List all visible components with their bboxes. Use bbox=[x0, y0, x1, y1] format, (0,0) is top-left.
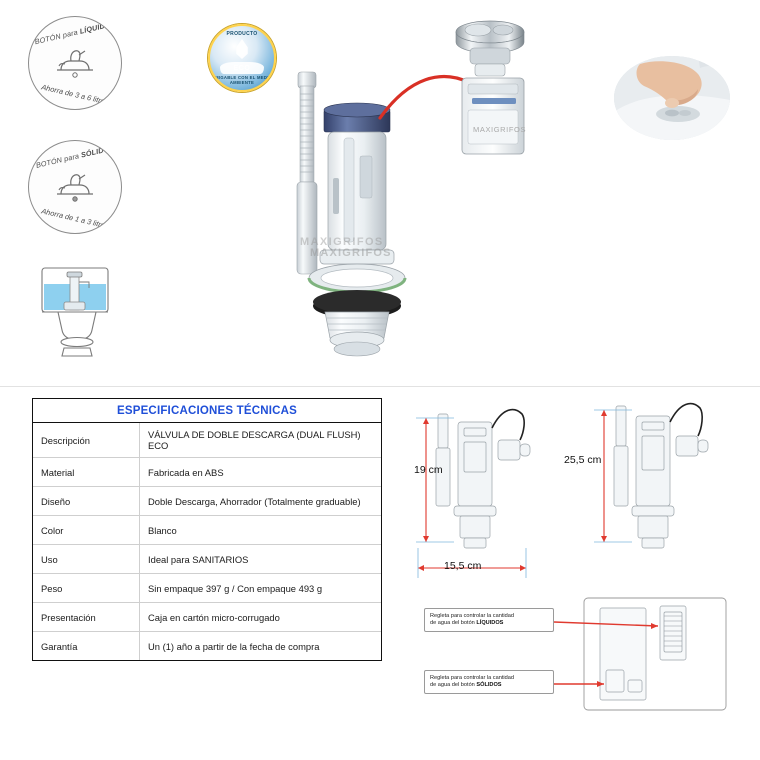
section-divider bbox=[0, 386, 760, 387]
eco-seal bbox=[208, 24, 276, 92]
callout-solids bbox=[424, 670, 554, 694]
callout-solids-line2-prefix: de agua del botón bbox=[430, 681, 477, 688]
spec-key: Garantía bbox=[33, 632, 140, 661]
spec-value: Caja en cartón micro-corrugado bbox=[140, 603, 382, 632]
table-row bbox=[33, 574, 381, 603]
badge-liquids bbox=[28, 16, 122, 110]
table-row bbox=[33, 632, 381, 661]
badge-liquids-top-prefix: BOTÓN para bbox=[33, 27, 81, 47]
spec-key: Color bbox=[33, 516, 140, 545]
spec-key: Peso bbox=[33, 574, 140, 603]
spec-value: Doble Descarga, Ahorrador (Totalmente graduable) bbox=[140, 487, 382, 516]
toilet-tank-cutaway-diagram bbox=[34, 262, 120, 362]
eco-seal-mid-text: ECO bbox=[233, 65, 251, 72]
dimension-height-max-label: 25,5 cm bbox=[564, 454, 602, 466]
eco-seal-bottom-text: AMIGABLE CON EL MEDIO AMBIENTE bbox=[211, 75, 273, 85]
spec-value: Un (1) año a partir de la fecha de compra bbox=[140, 632, 382, 661]
callout-solids-line2-strong: SÓLIDOS bbox=[476, 681, 502, 688]
badge-solids-top-strong: SÓLIDOS bbox=[80, 143, 115, 160]
spec-key: Material bbox=[33, 458, 140, 487]
specifications-table bbox=[32, 398, 382, 661]
spec-key: Presentación bbox=[33, 603, 140, 632]
badge-liquids-top-strong: LÍQUIDOS bbox=[78, 18, 117, 36]
spec-key: Uso bbox=[33, 545, 140, 574]
table-row bbox=[33, 458, 381, 487]
svg-text:MAXIGRIFOS: MAXIGRIFOS bbox=[310, 247, 392, 259]
badge-solids bbox=[28, 140, 122, 234]
eco-seal-top-text: PRODUCTO bbox=[226, 31, 258, 37]
spec-key: Diseño bbox=[33, 487, 140, 516]
table-row bbox=[33, 516, 381, 545]
badge-liquids-bottom-text: Ahorra de 3 a 6 litros bbox=[40, 82, 110, 107]
spec-value: Ideal para SANITARIOS bbox=[140, 545, 382, 574]
regleta-callouts bbox=[414, 596, 730, 714]
dual-flush-valve-photo bbox=[272, 6, 572, 378]
callout-liquids-line2-strong: LÍQUIDOS bbox=[476, 619, 504, 626]
table-row bbox=[33, 423, 381, 458]
spec-value: VÁLVULA DE DOBLE DESCARGA (DUAL FLUSH) ECO bbox=[140, 423, 382, 458]
spec-value: Sin empaque 397 g / Con empaque 493 g bbox=[140, 574, 382, 603]
table-row bbox=[33, 603, 381, 632]
hand-press-solids-icon bbox=[51, 168, 99, 204]
finger-pressing-flush-button-photo bbox=[614, 56, 730, 140]
callout-liquids bbox=[424, 608, 554, 632]
badge-liquids-top-text bbox=[29, 18, 121, 47]
table-row bbox=[33, 487, 381, 516]
badge-solids-top-text bbox=[29, 142, 121, 171]
water-drop-eco-icon bbox=[234, 39, 250, 59]
callout-liquids-line2-prefix: de agua del botón bbox=[430, 619, 477, 626]
badge-solids-bottom-text: Ahorra de 1 a 3 litros bbox=[40, 206, 110, 231]
dimension-width-label: 15,5 cm bbox=[444, 560, 482, 572]
dimension-height-min-label: 19 cm bbox=[414, 464, 443, 476]
dimension-diagrams bbox=[398, 392, 728, 592]
product-watermark: MAXIGRIFOS bbox=[300, 236, 384, 248]
specifications-title: ESPECIFICACIONES TÉCNICAS bbox=[33, 399, 381, 423]
callout-liquids-line1: Regleta para controlar la cantidad bbox=[430, 613, 514, 619]
callout-solids-line1: Regleta para controlar la cantidad bbox=[430, 675, 514, 681]
badge-solids-top-prefix: BOTÓN para bbox=[35, 150, 83, 170]
spec-key: Descripción bbox=[41, 434, 90, 446]
hand-press-liquids-icon bbox=[51, 44, 99, 80]
spec-value: Fabricada en ABS bbox=[140, 458, 382, 487]
svg-text:MAXIGRIFOS: MAXIGRIFOS bbox=[473, 125, 527, 134]
spec-value: Blanco bbox=[140, 516, 382, 545]
table-row bbox=[33, 545, 381, 574]
